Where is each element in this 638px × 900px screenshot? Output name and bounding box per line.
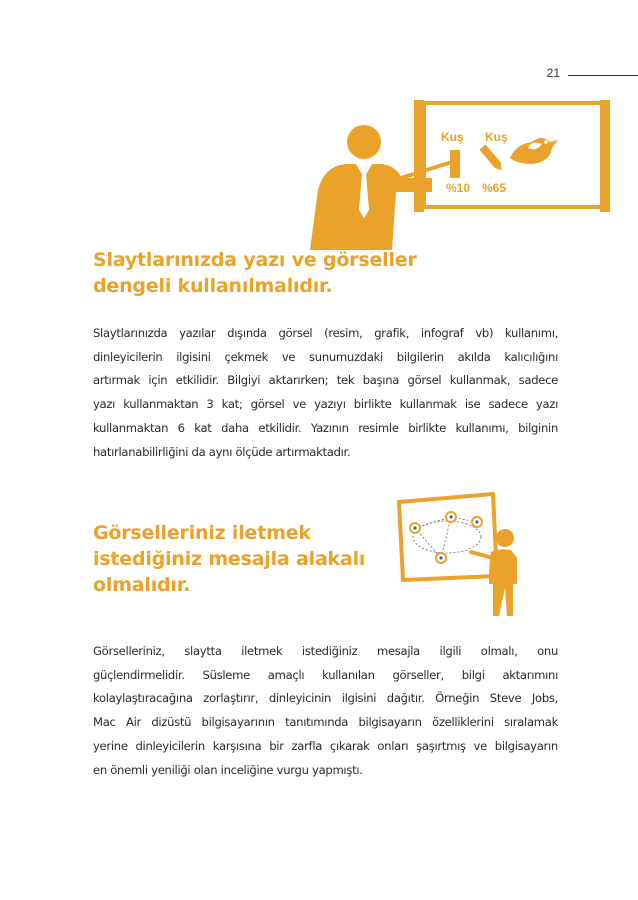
section-1-body (93, 322, 558, 464)
body-line: güçlendirmelidir. Süsleme amaçlı kullanılan görseller, bilgi aktarımını (93, 667, 558, 682)
body-line: Görselleriniz, slaytta iletmek istediğiniz mesajla ilgili olmalı, onu (93, 644, 558, 658)
presentation-board (399, 494, 497, 580)
section-1-heading-line: Slaytlarınızda yazı ve görseller (93, 249, 417, 271)
board-value-right: %65 (482, 181, 507, 195)
network-presenter-illustration (395, 492, 535, 622)
body-line: artırmak için etkilidir. Bilgiyi aktarırken; tek başına görsel kullanmak, sadece (93, 373, 558, 388)
section-1-heading-line: dengeli kullanılmalıdır. (93, 275, 333, 297)
body-line: dinleyicilerin ilgisini çekmek ve sunumuzdaki bilgilerin akılda kalıcılığını (93, 349, 558, 364)
section-2-heading (93, 520, 365, 598)
section-1-heading (93, 247, 417, 299)
section-2-heading-line: Görselleriniz iletmek (93, 522, 311, 544)
body-line: yazı kullanmaktan 3 kat; görsel ve yazıyı birlikte kullanmak ise sadece yazı (93, 397, 558, 412)
body-line: Slaytlarınızda yazılar dışında görsel (resim, grafik, infograf vb) kullanımı, (93, 326, 558, 340)
section-2-body (93, 640, 558, 782)
presenter-figure (310, 164, 432, 250)
section-2-heading-line: olmalıdır. (93, 574, 191, 596)
body-line: en önemli yeniliği olan inceliğine vurgu yapmıştı. (93, 762, 363, 777)
presenter-board-illustration (280, 100, 610, 250)
body-line: Mac Air dizüstü bilgisayarının tanıtımında bilgisayarın özelliklerini sıralamak (93, 715, 558, 730)
board-label-left: Kuş (441, 130, 464, 144)
presenter-head (496, 529, 514, 547)
body-line: kullanmaktan 6 kat daha etkilidir. Yazının resimle birlikte kullanımı, bilginin (93, 420, 558, 435)
board-value-left: %10 (446, 181, 471, 195)
body-line: yerine dinleyicilerin karşısına bir zarfla çıkarak onları şaşırtmış ve bilgisayarın (93, 738, 558, 753)
presenter-head (347, 125, 381, 159)
page-number-rule (568, 75, 638, 76)
body-line: kolaylaştıracağına zorlaştırır, dinleyicinin ilgisini dağıtır. Örneğin Steve Jobs, (93, 691, 558, 706)
section-2-heading-line: istediğiniz mesajla alakalı (93, 548, 366, 570)
page-number: 21 (546, 66, 560, 80)
bar-small (450, 150, 460, 178)
board-label-right: Kuş (485, 130, 508, 144)
body-line: hatırlanabilirliğini da aynı ölçüde artırmaktadır. (93, 444, 351, 459)
